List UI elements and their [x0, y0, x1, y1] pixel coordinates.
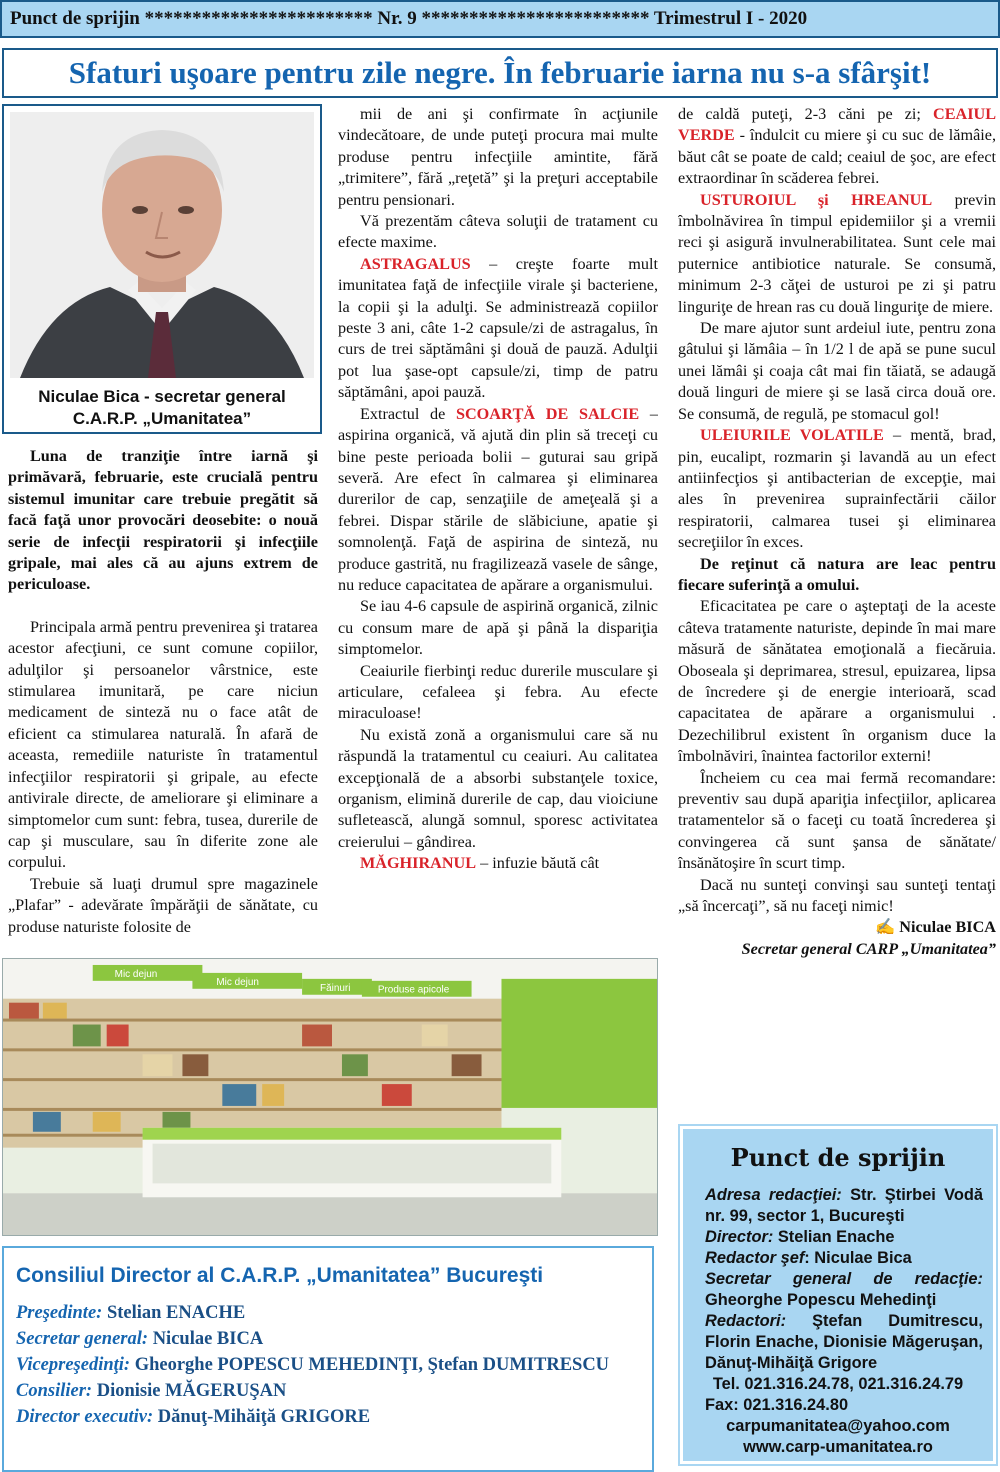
info-editor-in-chief: Redactor şef: Niculae Bica [705, 1249, 912, 1267]
store-sign-1: Mic dejun [114, 968, 158, 980]
author-portrait [10, 112, 314, 378]
article-headline: Sfaturi uşoare pentru zile negre. În februarie iarna nu s-a sfârşit! [2, 48, 998, 98]
article-column-3 [678, 104, 996, 1104]
paragraph: Încheiem cu cea mai fermă recomandare: preventiv sau după apariţia infecţiilor, aplicarea tratamentelor să o faceţi cu toată încrederea şi convingerea că sunt şansa de sănătate/ însănătoşire în scurt timp. [678, 768, 996, 873]
article-column-1 [8, 446, 318, 954]
paragraph: mii de ani şi confirmate în acţiunile vindecătoare, de unde puteţi procura mai multe produse pentru infecţiile amintite, fără „trimitere”, fără „reţetă” şi la preţuri acceptabile pentru pensionari. [338, 105, 658, 209]
paragraph-highlight: De reţinut că natura are leac pentru fiecare suferinţă a omului. [678, 554, 996, 594]
info-editors: Redactori: Ştefan Dumitrescu, Florin Enache, Dionisie Măgeruşan, Dănuţ-Mihăiţă Grigore [705, 1312, 983, 1372]
photo-caption [4, 386, 320, 430]
paragraph: Principala armă pentru prevenirea şi tratarea acestor afecţiuni, ce sunt comune copiilor, adulţilor şi persoanelor vârstnice, este stimularea imunitară, pe care niciun medicament de sinteză nu o face atât de eficient ca stimularea naturală. În afară de aceasta, remediile naturiste în tratamentul infecţiilor respiratorii şi gripale, au efecte antivirale directe, de ameliorare şi eliminare a simptomelor cum sunt: febra, tusea, durerile de cap şi musculare, sau în diferite zone ale corpului. [8, 617, 318, 872]
store-illustration [3, 959, 657, 1235]
editorial-info-box [680, 1126, 996, 1464]
keyword-ceaiul-verde: CEAIUL VERDE [678, 105, 996, 145]
store-sign-3: Făinuri [320, 982, 351, 994]
council-box [2, 1246, 654, 1472]
signature-name: ✍ Niculae BICA [875, 918, 996, 937]
info-phone: Tel. 021.316.24.78, 021.316.24.79 [712, 1375, 964, 1393]
info-fax: Fax: 021.316.24.80 [705, 1396, 849, 1414]
keyword-usturoiul-hreanul: USTUROIUL şi HREANUL [700, 190, 933, 209]
issue-header-text: Punct de sprijin ************************ Nr. 9 ************************ Trimestrul I - 2020 [10, 8, 808, 29]
paragraph: Nu există zonă a organismului care să nu răspundă la tratamentul cu ceaiuri. Au calitatea excepţională de a absorbi substanţele toxice, organism, elimină durerile de cap, dau vioiciune sufletească, alungă somnul, sporesc activitatea creierului – gândirea. [338, 725, 658, 851]
portrait-illustration [10, 112, 314, 378]
caption-line-2: C.A.R.P. „Umanitatea” [72, 409, 252, 428]
council-vicepresidents: Vicepreşedinţi: Gheorghe POPESCU MEHEDINŢI, Ştefan DUMITRESCU [16, 1355, 610, 1375]
lead-paragraph: Luna de tranziţie între iarnă şi primăvară, februarie, este crucială pentru sistemul imunitar care trebuie pregătit să facă faţă unor provocări deosebite: o nouă serie de infecţii respiratorii şi infecţiile gripale, mai ales că au ajuns extrem de periculoase. [8, 447, 318, 594]
author-photo-box [2, 104, 322, 434]
info-title: Punct de sprijin [730, 1143, 946, 1172]
info-director: Director: Stelian Enache [705, 1228, 895, 1246]
info-email[interactable]: carpumanitatea@yahoo.com [726, 1417, 950, 1435]
council-secretary: Secretar general: Niculae BICA [16, 1329, 264, 1349]
paragraph: Eficacitatea pe care o aşteptaţi de la aceste câteva tratamente naturiste, depinde în mai mare măsură de sănătatea emoţională a fiecăruia. Oboseala şi deprimarea, stresul, epuizarea, lipsa de încredere şi de energie interioară, scad capacitatea de apărare a organismului . Dezechilibrul existent în organism duce la îmbolnăviri, înaintea factorilor externi! [678, 597, 996, 766]
info-address: Adresa redacţiei: Str. Ştirbei Vodă nr. 99, sector 1, Bucureşti [705, 1186, 983, 1225]
info-editorial-secretary: Secretar general de redacţie: Gheorghe Popescu Mehedinţi [705, 1270, 983, 1309]
issue-header [0, 0, 1000, 38]
paragraph-ceai-verde: de caldă puteţi, 2-3 căni pe zi; CEAIUL VERDE - îndulcit cu miere şi cu suc de lămâie, băut cât se poate de cald; ceaiul de şoc, are efect extraordinar în scăderea febrei. [678, 105, 996, 188]
paragraph-maghiranul: MĂGHIRANUL – infuzie băută cât [360, 854, 600, 873]
keyword-astragalus: ASTRAGALUS [360, 254, 471, 273]
store-sign-2: Mic dejun [216, 976, 259, 988]
paragraph: Se iau 4-6 capsule de aspirină organică, zilnic cu consum mare de apă şi până la dispariţia simptomelor. [338, 597, 658, 659]
paragraph: Ceaiurile fierbinţi reduc durerile musculare şi articulare, cefaleea şi febra. Au efecte miraculoase! [338, 661, 658, 723]
paragraph-salcie: Extractul de SCOARŢĂ DE SALCIE – aspirina organică, vă ajută din plin să treceţi cu bine peste perioada bolii – guturai sau gripă severă. Are efect în calmarea şi eliminarea durerilor de cap, senzaţiile de ameţeală şi a febrei. Dispar stările de slăbiciune, apatie şi somnolenţă. Faţă de aspirina de sinteză, nu produce gastrită, nu fragilizează vasele de sânge, nu reduce capacitatea de apărare a organismului. [338, 404, 658, 594]
caption-line-1: Niculae Bica - secretar general [38, 387, 286, 406]
council-executive-director: Director executiv: Dănuţ-Mihăiţă GRIGORE [16, 1407, 371, 1427]
info-website[interactable]: www.carp-umanitatea.ro [743, 1438, 933, 1456]
store-photo [2, 958, 658, 1236]
keyword-scoarta-de-salcie: SCOARŢĂ DE SALCIE [455, 404, 640, 423]
paragraph-usturoi: USTUROIUL şi HREANUL previn îmbolnăvirea în timpul epidemiilor şi a vremii reci şi asigură invulnerabilitatea. Sunt cele mai puternice antibiotice naturale. Se consumă, minimum 2-3 căţei de usturoi pe zi şi patru linguriţe de hrean ras cu două linguriţe de miere. [678, 190, 996, 316]
paragraph-astragalus: ASTRAGALUS – creşte foarte mult imunitatea faţă de infecţiile virale şi bacteriene, la copii şi la adulţi. Se administrează copiilor peste 3 ani, câte 1-2 capsule/zi de astragalus, în curs de trei săptămâni şi două de pauză. Adulţii pot lua şase-opt capsule/zi, timp de patru săptămâni, apoi pauză. [338, 254, 658, 402]
paragraph: Dacă nu sunteţi convinşi sau sunteţi tentaţi „să încercaţi”, să nu faceţi nimic! [678, 875, 996, 916]
paragraph-uleiuri: ULEIURILE VOLATILE – mentă, brad, pin, eucalipt, rozmarin şi lavandă au un efect antiinfecţios şi antibacterian de excepţie, mai ales în prevenirea suprainfectării căilor respiratorii, calmarea tusei şi eliminarea secreţiilor în exces. [678, 426, 996, 552]
signature-role: Secretar general CARP „Umanitatea” [741, 939, 996, 958]
keyword-uleiurile-volatile: ULEIURILE VOLATILE [700, 426, 884, 445]
council-advisor: Consilier: Dionisie MĂGERUŞAN [16, 1381, 287, 1401]
paragraph: De mare ajutor sunt ardeiul iute, pentru zona gâtului şi lămâia – în 1/2 l de apă se pune sucul unei lămâi şi coaja cât mai fin tăiată, se adaugă două linguri de miere şi se lasă circa două ore. Se consumă, de regulă, pe stomacul gol! [678, 319, 996, 423]
council-president: Preşedinte: Stelian ENACHE [16, 1303, 246, 1323]
paragraph: Vă prezentăm câteva soluţii de tratament cu efecte maxime. [338, 212, 658, 252]
article-column-2 [338, 104, 658, 954]
keyword-maghiranul: MĂGHIRANUL [360, 854, 477, 873]
council-title: Consiliul Director al C.A.R.P. „Umanitatea” Bucureşti [16, 1264, 544, 1287]
store-sign-4: Produse apicole [377, 984, 450, 996]
paragraph: Trebuie să luaţi drumul spre magazinele „Plafar” - adevărate împărăţii de sănătate, cu produse naturiste folosite de [8, 874, 318, 936]
